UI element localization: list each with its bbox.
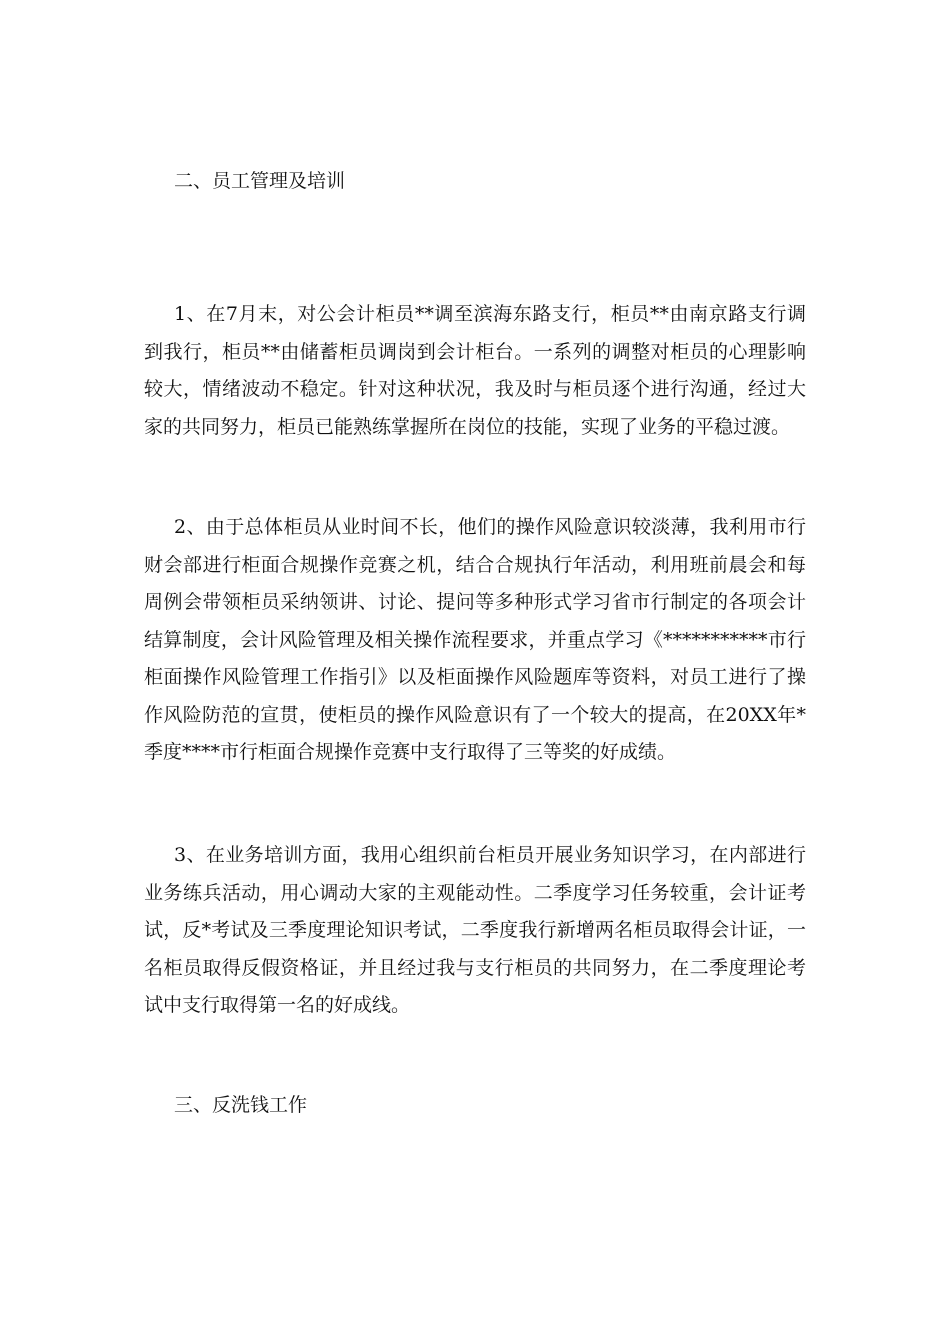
paragraph-teller-reassignment: 1、在7月末，对公会计柜员**调至滨海东路支行，柜员**由南京路支行调到我行，柜员**由储蓄柜员调岗到会计柜台。一系列的调整对柜员的心理影响较大，情绪波动不稳定。针对这种状况，我及时与柜员逐个进行沟通，经过大家的共同努力，柜员已能熟练掌握所在岗位的技能，实现了业务的平稳过渡。	[144, 303, 806, 438]
section-heading-anti-money-laundering: 三、反洗钱工作	[174, 1094, 308, 1116]
section-heading-staff-management: 二、员工管理及培训	[174, 170, 346, 192]
paragraph-business-training: 3、在业务培训方面，我用心组织前台柜员开展业务知识学习，在内部进行业务练兵活动，用心调动大家的主观能动性。二季度学习任务较重，会计证考试，反*考试及三季度理论知识考试，二季度我行新增两名柜员取得会计证，一名柜员取得反假资格证，并且经过我与支行柜员的共同努力，在二季度理论考试中支行取得第一名的好成线。	[144, 844, 806, 1016]
paragraph-operational-risk-training: 2、由于总体柜员从业时间不长，他们的操作风险意识较淡薄，我利用市行财会部进行柜面合规操作竞赛之机，结合合规执行年活动，利用班前晨会和每周例会带领柜员采纳领讲、讨论、提问等多种形式学习省市行制定的各项会计结算制度，会计风险管理及相关操作流程要求，并重点学习《***********市行柜面操作风险管理工作指引》以及柜面操作风险题库等资料，对员工进行了操作风险防范的宣贯，使柜员的操作风险意识有了一个较大的提高，在20XX年*季度****市行柜面合规操作竞赛中支行取得了三等奖的好成绩。	[144, 516, 806, 763]
